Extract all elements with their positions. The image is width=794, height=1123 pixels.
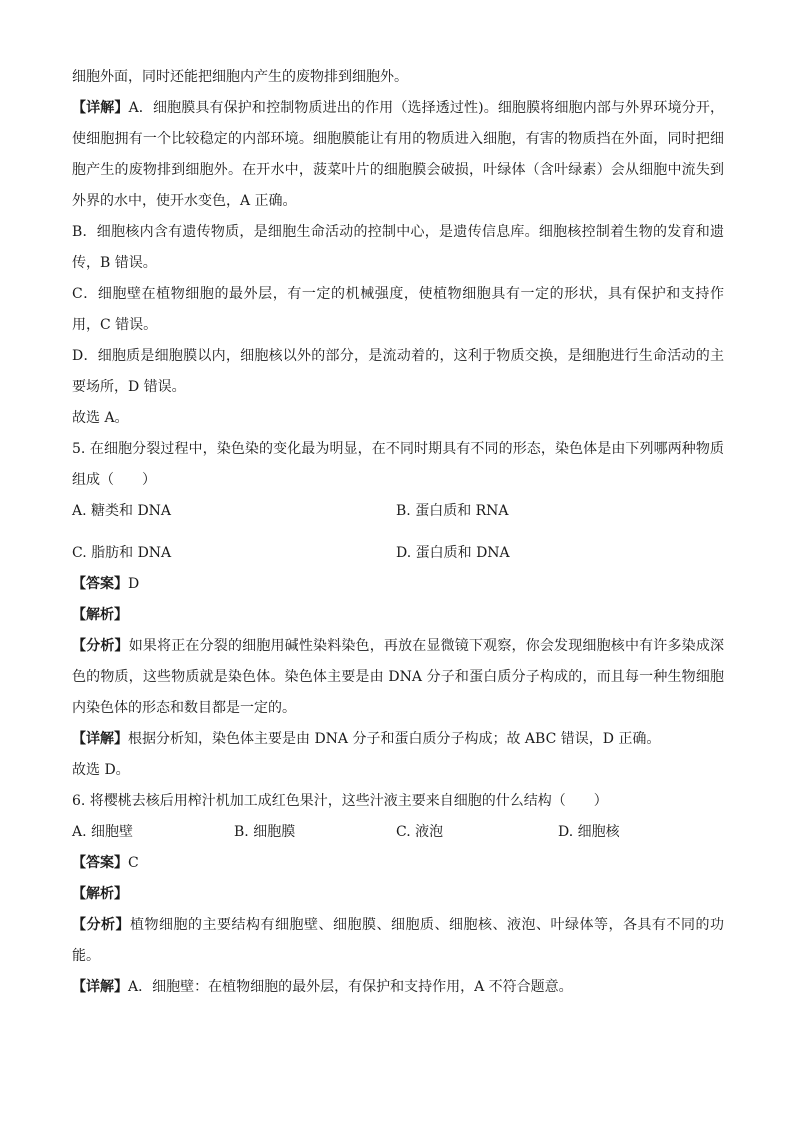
select-line [72,755,724,786]
option-c: C. 液泡 [396,824,444,840]
document-page [72,62,724,1003]
option-c: C. 脂肪和 DNA [72,545,172,561]
text-line [72,372,724,403]
text-span: 根据分析知，染色体主要是由 DNA 分子和蛋白质分子构成；故 ABC 错误，D 正确。 [128,731,661,747]
text-line [72,693,724,724]
text-span: A．细胞膜具有保护和控制物质进出的作用（选择透过性)。细胞膜将细胞内部与外界环境分开， [128,100,724,116]
question-stem [72,434,724,465]
options-row [72,496,724,538]
detail-tag: 【详解】 [72,731,128,747]
text-span: C．细胞壁在植物细胞的最外层，有一定的机械强度，使植物细胞具有一定的形状，具有保护和支持作 [72,286,724,302]
answer-line [72,569,724,600]
fenxi-tag: 【分析】 [72,638,129,654]
text-span: 色的物质，这些物质就是染色体。染色体主要是由 DNA 分子和蛋白质分子构成的，而且每一种生物细胞 [72,669,724,685]
text-span: 使细胞拥有一个比较稳定的内部环境。细胞膜能让有用的物质进入细胞，有害的物质挡在外面，同时把细 [72,131,724,147]
answer-tag: 【答案】 [72,855,128,871]
text-span: 植物细胞的主要结构有细胞壁、细胞膜、细胞质、细胞核、液泡、叶绿体等，各具有不同的功 [130,917,724,933]
text-span: B．细胞核内含有遗传物质，是细胞生命活动的控制中心，是遗传信息库。细胞核控制着生物的发育和遗 [72,224,724,240]
text-span: 故选 D。 [72,762,130,778]
text-span: 细胞外面，同时还能把细胞内产生的废物排到细胞外。 [72,69,408,85]
text-span: 用，C 错误。 [72,317,158,333]
option-d: D. 细胞核 [558,824,620,840]
text-line [72,186,724,217]
fenxi-line [72,631,724,662]
fenxi-tag: 【分析】 [72,917,130,933]
text-span: 如果将正在分裂的细胞用碱性染料染色，再放在显微镜下观察，你会发现细胞核中有许多染成深 [128,638,724,654]
fenxi-line [72,910,724,941]
detail-line [72,972,724,1003]
analysis-heading [72,600,724,631]
analysis-tag: 【解析】 [72,886,128,902]
answer-value: D [128,576,140,592]
answer-tag: 【答案】 [72,576,128,592]
text-span: A．细胞壁：在植物细胞的最外层，有保护和支持作用，A 不符合题意。 [128,979,573,995]
text-line [72,124,724,155]
text-line [72,155,724,186]
text-span: 故选 A。 [72,410,129,426]
text-span: 要场所，D 错误。 [72,379,186,395]
text-line [72,279,724,310]
text-line [72,217,724,248]
text-line [72,62,724,93]
text-line [72,341,724,372]
text-span: 胞产生的废物排到细胞外。在开水中，菠菜叶片的细胞膜会破损，叶绿体（含叶绿素）会从细胞中流失到 [72,162,724,178]
option-b: B. 细胞膜 [234,824,296,840]
text-line [72,662,724,693]
text-span: 外界的水中，使开水变色，A 正确。 [72,193,297,209]
option-a: A. 细胞壁 [72,824,134,840]
analysis-tag: 【解析】 [72,607,128,623]
analysis-heading [72,879,724,910]
text-span: 组成（ ） [72,472,156,488]
text-span: 6. 将樱桃去核后用榨汁机加工成红色果汁，这些汁液主要来自细胞的什么结构（ ） [72,793,608,809]
option-a: A. 糖类和 DNA [72,503,172,519]
text-line [72,941,724,972]
options-row [72,817,724,848]
text-line [72,310,724,341]
text-span: 能。 [72,948,100,964]
detail-tag: 【详解】 [72,979,128,995]
answer-value: C [128,855,139,871]
text-line [72,248,724,279]
detail-tag: 【详解】 [72,100,129,116]
text-span: 传，B 错误。 [72,255,157,271]
answer-line [72,848,724,879]
text-span: 内染色体的形态和数目都是一定的。 [72,700,296,716]
option-d: D. 蛋白质和 DNA [396,545,510,561]
text-span: 5. 在细胞分裂过程中，染色染的变化最为明显，在不同时期具有不同的形态，染色体是由下列哪两种物质 [72,441,724,457]
detail-line [72,724,724,755]
question-stem [72,465,724,496]
options-row [72,538,724,569]
question-stem [72,786,724,817]
select-line [72,403,724,434]
option-b: B. 蛋白质和 RNA [396,503,509,519]
text-span: D．细胞质是细胞膜以内，细胞核以外的部分，是流动着的，这利于物质交换，是细胞进行生命活动的主 [72,348,724,364]
detail-line [72,93,724,124]
